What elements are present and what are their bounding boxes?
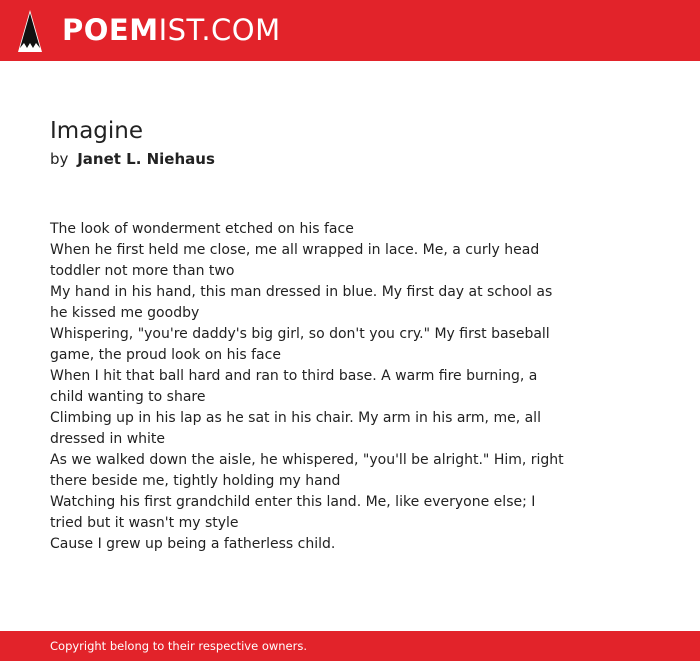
poem-line: As we walked down the aisle, he whispered, "you'll be alright." Him, right there beside me, tightly holding my hand bbox=[50, 452, 564, 489]
poem-title: Imagine bbox=[50, 118, 143, 144]
pencil-icon[interactable] bbox=[18, 10, 42, 52]
copyright-text: Copyright belong to their respective owners. bbox=[50, 639, 308, 653]
logo-text-bold: POEM bbox=[62, 13, 159, 47]
site-footer bbox=[0, 631, 700, 661]
logo-text-light: IST.COM bbox=[158, 13, 281, 47]
poem-line: When I hit that ball hard and ran to third base. A warm fire burning, a child wanting to share bbox=[50, 368, 538, 405]
site-header bbox=[0, 0, 700, 61]
poem-line: Watching his first grandchild enter this land. Me, like everyone else; I tried but it wasn't my style bbox=[50, 494, 536, 531]
poem-line: When he first held me close, me all wrapped in lace. Me, a curly head toddler not more than two bbox=[50, 242, 540, 279]
poem-line: Climbing up in his lap as he sat in his chair. My arm in his arm, me, all dressed in white bbox=[50, 410, 541, 447]
poem-line: Cause I grew up being a fatherless child. bbox=[50, 536, 336, 552]
poem-line: The look of wonderment etched on his face bbox=[50, 221, 354, 237]
poem-line: My hand in his hand, this man dressed in blue. My first day at school as he kissed me goodby bbox=[50, 284, 553, 321]
site-logo[interactable] bbox=[62, 12, 281, 48]
poem-body bbox=[50, 219, 570, 555]
poem-author[interactable]: Janet L. Niehaus bbox=[77, 150, 215, 168]
poem-byline bbox=[50, 149, 215, 169]
poem-line: Whispering, "you're daddy's big girl, so don't you cry." My first baseball game, the proud look on his face bbox=[50, 326, 550, 363]
byline-label: by bbox=[50, 150, 69, 168]
